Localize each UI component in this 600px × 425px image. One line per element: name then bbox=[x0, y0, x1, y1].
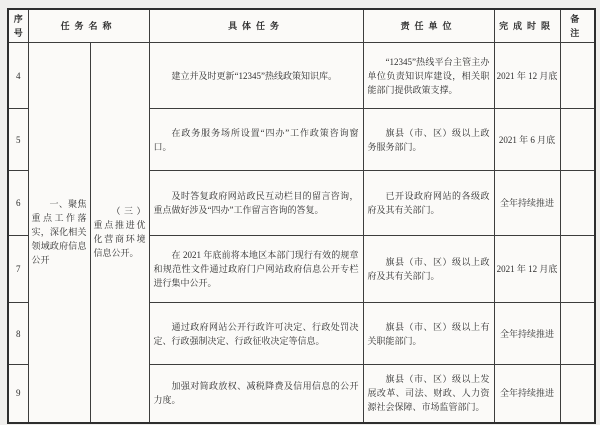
cell-unit-9: 旗县（市、区）级以上发展改革、司法、财政、人力资源社会保障、市场监管部门。 bbox=[363, 365, 494, 423]
cell-task-5: 在政务服务场所设置“四办”工作政策咨询窗口。 bbox=[149, 109, 363, 171]
cell-unit-5: 旗县（市、区）级以上政务服务部门。 bbox=[363, 109, 494, 171]
cell-remark-9 bbox=[560, 365, 595, 423]
header-deadline: 完成时限 bbox=[494, 9, 560, 43]
header-remarks: 备 注 bbox=[560, 9, 595, 43]
cell-remark-6 bbox=[560, 171, 595, 236]
cell-deadline-8: 全年持续推进 bbox=[494, 303, 560, 365]
table-row bbox=[8, 43, 595, 109]
table-header-row bbox=[8, 9, 595, 43]
cell-remark-5 bbox=[560, 109, 595, 171]
cell-remark-7 bbox=[560, 236, 595, 303]
cell-task-8: 通过政府网站公开行政许可决定、行政处罚决定、行政强制决定、行政征收决定等信息。 bbox=[149, 303, 363, 365]
cell-deadline-7: 2021 年 12 月底 bbox=[494, 236, 560, 303]
header-serial-number: 序号 bbox=[8, 9, 28, 43]
cell-subcategory: （三）重点推进优化营商环境信息公开。 bbox=[90, 43, 149, 423]
cell-serial-5: 5 bbox=[8, 109, 28, 171]
cell-deadline-5: 2021 年 6 月底 bbox=[494, 109, 560, 171]
cell-remark-8 bbox=[560, 303, 595, 365]
header-specific-task: 具体任务 bbox=[149, 9, 363, 43]
cell-task-4: 建立并及时更新“12345”热线政策知识库。 bbox=[149, 43, 363, 109]
cell-remark-4 bbox=[560, 43, 595, 109]
cell-serial-7: 7 bbox=[8, 236, 28, 303]
cell-task-7: 在 2021 年底前将本地区本部门现行有效的规章和规范性文件通过政府门户网站政府信息公开专栏进行集中公开。 bbox=[149, 236, 363, 303]
task-table bbox=[7, 8, 596, 424]
header-responsible-unit: 责任单位 bbox=[363, 9, 494, 43]
cell-unit-6: 已开设政府网站的各级政府及其有关部门。 bbox=[363, 171, 494, 236]
cell-category: 一、聚焦重点工作落实，深化相关领域政府信息公开 bbox=[28, 43, 90, 423]
cell-serial-4: 4 bbox=[8, 43, 28, 109]
cell-serial-8: 8 bbox=[8, 303, 28, 365]
header-task-name: 任务名称 bbox=[28, 9, 149, 43]
cell-deadline-4: 2021 年 12 月底 bbox=[494, 43, 560, 109]
cell-serial-6: 6 bbox=[8, 171, 28, 236]
cell-unit-4: “12345”热线平台主管主办单位负责知识库建设，相关职能部门提供政策支撑。 bbox=[363, 43, 494, 109]
cell-deadline-6: 全年持续推进 bbox=[494, 171, 560, 236]
cell-serial-9: 9 bbox=[8, 365, 28, 423]
cell-task-9: 加强对简政放权、减税降费及信用信息的公开力度。 bbox=[149, 365, 363, 423]
cell-task-6: 及时答复政府网站政民互动栏目的留言咨询，重点做好涉及“四办”工作留言咨询的答复。 bbox=[149, 171, 363, 236]
cell-deadline-9: 全年持续推进 bbox=[494, 365, 560, 423]
cell-unit-8: 旗县（市、区）级以上有关职能部门。 bbox=[363, 303, 494, 365]
cell-unit-7: 旗县（市、区）级以上政府及其有关部门。 bbox=[363, 236, 494, 303]
